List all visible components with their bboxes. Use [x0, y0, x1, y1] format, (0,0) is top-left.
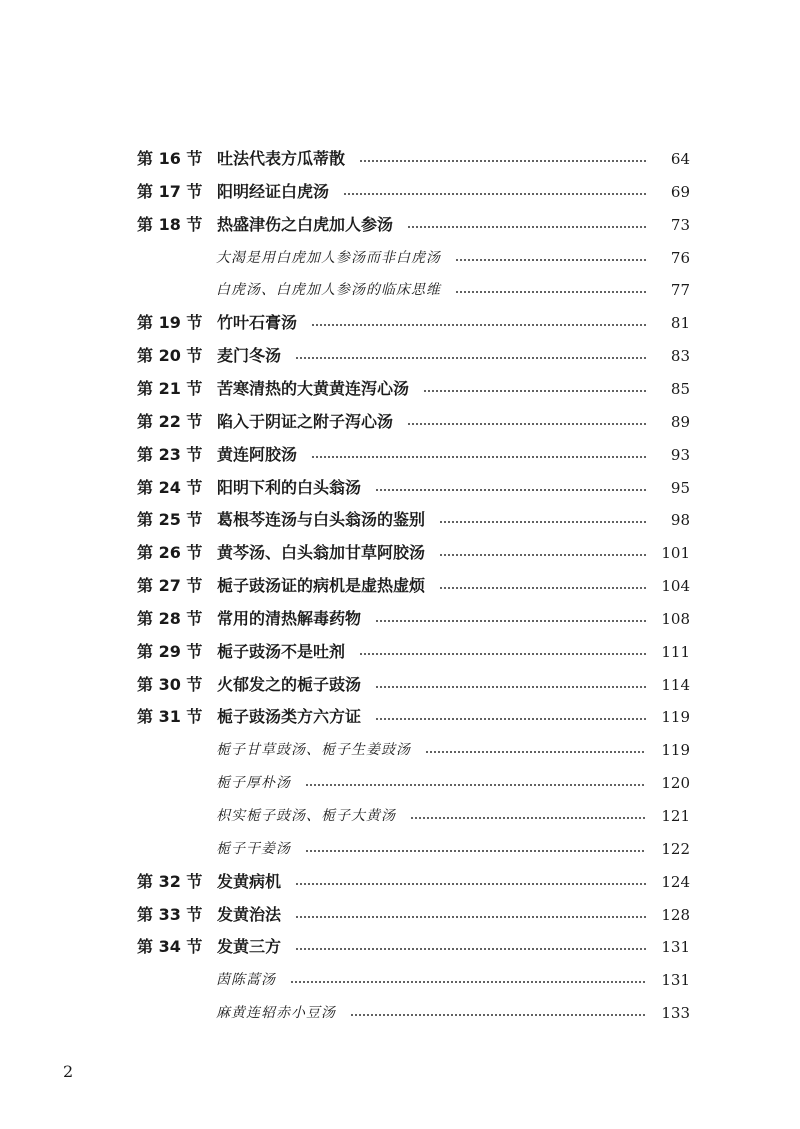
- toc-entry: [0, 866, 800, 898]
- toc-entry: [0, 472, 800, 504]
- toc-section-number: 第 31 节: [137, 707, 203, 727]
- toc-entry: [0, 899, 800, 931]
- toc-section-number: 第 34 节: [137, 937, 203, 957]
- dot-leader: [311, 456, 646, 458]
- toc-entry-title: 发黄病机: [217, 871, 282, 891]
- toc-section-number: 第 27 节: [137, 576, 203, 596]
- dot-leader: [305, 850, 646, 852]
- toc-entry: [0, 340, 800, 372]
- dot-leader: [359, 160, 646, 162]
- toc-entry-page: 98: [670, 511, 690, 530]
- toc-entry-title: 苦寒清热的大黄黄连泻心汤: [217, 378, 410, 398]
- dot-leader: [350, 1014, 646, 1016]
- toc-entry-page: 81: [670, 314, 690, 333]
- toc-section-number: 第 20 节: [137, 346, 203, 366]
- toc-entry-title: 栀子豉汤不是吐剂: [217, 641, 346, 661]
- toc-entry-title: 竹叶石膏汤: [217, 313, 298, 333]
- toc-entry-page: 131: [661, 938, 690, 957]
- toc-entry-title: 发黄三方: [217, 937, 282, 957]
- toc-entry-page: 89: [670, 412, 690, 431]
- toc-section-number: 第 25 节: [137, 510, 203, 530]
- toc-entry: [0, 570, 800, 602]
- toc-entry-page: 69: [670, 182, 690, 201]
- dot-leader: [311, 324, 646, 326]
- toc-entry-page: 95: [670, 478, 690, 497]
- toc-subentry: [0, 997, 800, 1029]
- toc-entry-page: 124: [661, 872, 690, 891]
- toc-section-number: 第 24 节: [137, 477, 203, 497]
- toc-entry-title: 栀子豉汤类方六方证: [217, 707, 362, 727]
- toc-entry: [0, 406, 800, 438]
- toc-subentry: [0, 767, 800, 799]
- dot-leader: [305, 784, 646, 786]
- dot-leader: [295, 948, 646, 950]
- toc-subentry: [0, 964, 800, 996]
- dot-leader: [295, 916, 646, 918]
- toc-entry-title: 茵陈蒿汤: [216, 972, 276, 989]
- toc-entry-page: 128: [661, 905, 690, 924]
- toc-entry: [0, 439, 800, 471]
- dot-leader: [439, 587, 646, 589]
- toc-subentry: [0, 274, 800, 306]
- dot-leader: [407, 226, 646, 228]
- toc-entry-page: 101: [661, 544, 690, 563]
- toc-entry-page: 122: [661, 839, 690, 858]
- toc-entry-title: 发黄治法: [217, 904, 282, 924]
- dot-leader: [455, 259, 646, 261]
- toc-entry: [0, 701, 800, 733]
- toc-entry: [0, 209, 800, 241]
- toc-subentry: [0, 800, 800, 832]
- toc-entry: [0, 307, 800, 339]
- page-number: 2: [63, 1062, 74, 1081]
- toc-entry-title: 黄芩汤、白头翁加甘草阿胶汤: [217, 543, 426, 563]
- toc-entry-title: 陷入于阴证之附子泻心汤: [217, 411, 394, 431]
- dot-leader: [375, 718, 646, 720]
- dot-leader: [407, 423, 646, 425]
- toc-entry-title: 阳明经证白虎汤: [217, 181, 330, 201]
- toc-entry-page: 76: [670, 248, 690, 267]
- toc-section-number: 第 22 节: [137, 411, 203, 431]
- toc-entry: [0, 537, 800, 569]
- dot-leader: [359, 653, 646, 655]
- dot-leader: [410, 817, 646, 819]
- toc-section-number: 第 26 节: [137, 543, 203, 563]
- toc-entry-title: 枳实栀子豉汤、栀子大黄汤: [216, 808, 396, 824]
- dot-leader: [375, 489, 646, 491]
- toc-entry-title: 常用的清热解毒药物: [217, 608, 362, 628]
- toc-entry-title: 吐法代表方瓜蒂散: [217, 149, 346, 168]
- toc-entry-page: 111: [661, 642, 690, 661]
- toc-section-number: 第 21 节: [137, 378, 203, 398]
- toc-entry-page: 77: [670, 281, 690, 300]
- toc-entry-page: 121: [661, 807, 690, 825]
- toc-entry-page: 73: [670, 215, 690, 234]
- toc-entry: [0, 603, 800, 635]
- toc-section-number: 第 33 节: [137, 904, 203, 924]
- toc-section-number: 第 28 节: [137, 608, 203, 628]
- dot-leader: [439, 521, 646, 523]
- toc-entry-page: 104: [661, 577, 690, 596]
- toc-section-number: 第 18 节: [137, 214, 203, 234]
- toc-subentry: [0, 734, 800, 766]
- toc-entry-page: 83: [670, 347, 690, 366]
- dot-leader: [295, 357, 646, 359]
- toc-section-number: 第 17 节: [137, 181, 203, 201]
- toc-entry-title: 热盛津伤之白虎加人参汤: [217, 214, 394, 234]
- toc-section-number: 第 23 节: [137, 444, 203, 464]
- toc-section-number: 第 16 节: [137, 149, 203, 168]
- toc-entry-page: 108: [661, 609, 690, 628]
- toc-entry-title: 麻黄连轺赤小豆汤: [216, 1005, 336, 1022]
- toc-subentry: [0, 242, 800, 274]
- dot-leader: [439, 554, 646, 556]
- toc-entry-title: 栀子干姜汤: [216, 840, 291, 857]
- toc-entry-title: 火郁发之的栀子豉汤: [217, 674, 362, 694]
- dot-leader: [425, 751, 646, 753]
- toc-entry-page: 131: [661, 971, 690, 990]
- toc-section-number: 第 30 节: [137, 674, 203, 694]
- toc-entry: [0, 636, 800, 668]
- dot-leader: [375, 620, 646, 622]
- dot-leader: [423, 390, 646, 392]
- toc-entry: [0, 143, 800, 175]
- dot-leader: [455, 291, 646, 293]
- toc-entry: [0, 176, 800, 208]
- toc-entry-title: 栀子厚朴汤: [216, 775, 291, 792]
- toc-subentry: [0, 833, 800, 865]
- toc-entry-page: 120: [661, 774, 690, 793]
- toc-entry-page: 119: [661, 741, 690, 760]
- toc-entry: [0, 669, 800, 701]
- toc-section-number: 第 32 节: [137, 871, 203, 891]
- toc-entry-title: 葛根芩连汤与白头翁汤的鉴别: [217, 510, 426, 530]
- toc-entry-title: 白虎汤、白虎加人参汤的临床思维: [216, 282, 441, 299]
- toc-section-number: 第 29 节: [137, 641, 203, 661]
- toc-entry-title: 阳明下利的白头翁汤: [217, 477, 362, 497]
- dot-leader: [375, 686, 646, 688]
- toc-entry-page: 114: [661, 675, 690, 694]
- toc-entry-page: 133: [661, 1004, 690, 1023]
- toc-entry-page: 64: [670, 150, 690, 168]
- toc-entry-title: 大渴是用白虎加人参汤而非白虎汤: [216, 249, 441, 266]
- dot-leader: [343, 193, 646, 195]
- toc-entry: [0, 931, 800, 963]
- toc-entry-title: 栀子甘草豉汤、栀子生姜豉汤: [216, 742, 411, 759]
- toc-entry-title: 栀子豉汤证的病机是虚热虚烦: [217, 576, 426, 596]
- toc-entry-page: 93: [670, 445, 690, 464]
- toc-entry-title: 麦门冬汤: [217, 346, 282, 366]
- dot-leader: [290, 981, 646, 983]
- toc-entry-page: 119: [661, 708, 690, 727]
- toc-entry-title: 黄连阿胶汤: [217, 444, 298, 464]
- toc-section-number: 第 19 节: [137, 313, 203, 333]
- toc-entry: [0, 373, 800, 405]
- toc-entry-page: 85: [670, 379, 690, 398]
- toc-entry: [0, 504, 800, 536]
- dot-leader: [295, 883, 646, 885]
